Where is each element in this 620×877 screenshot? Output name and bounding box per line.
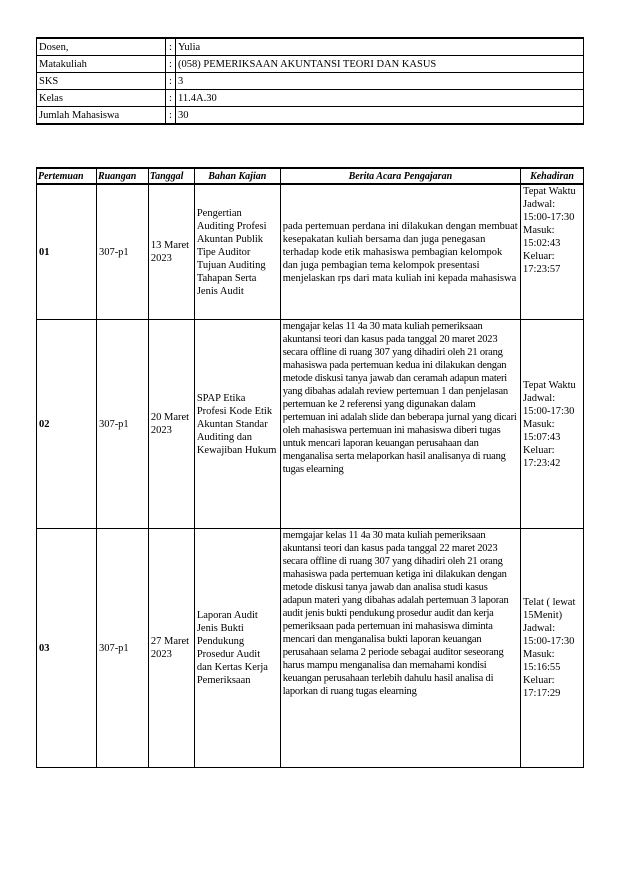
table-row xyxy=(37,184,584,320)
header-ruangan: Ruangan xyxy=(96,168,148,184)
info-label: Kelas xyxy=(37,90,166,107)
tanggal-cell: 27 Maret 2023 xyxy=(148,529,194,768)
header-berita-acara: Berita Acara Pengajaran xyxy=(280,168,520,184)
info-label: Dosen, xyxy=(37,38,166,56)
kehadiran-cell: Tepat Waktu Jadwal: 15:00-17:30 Masuk: 15:07:43 Keluar: 17:23:42 xyxy=(521,320,584,529)
info-label: Jumlah Mahasiswa xyxy=(37,107,166,125)
schedule-table xyxy=(36,167,584,768)
ruangan-cell: 307-p1 xyxy=(96,320,148,529)
table-row xyxy=(37,320,584,529)
info-separator: : xyxy=(166,90,176,107)
info-row-dosen xyxy=(37,38,584,56)
header-pertemuan: Pertemuan xyxy=(37,168,97,184)
header-bahan-kajian: Bahan Kajian xyxy=(194,168,280,184)
info-separator: : xyxy=(166,38,176,56)
berita-acara-cell: mengajar kelas 11 4a 30 mata kuliah pemeriksaan akuntansi teori dan kasus pada tanggal 20 maret 2023 secara offline di ruang 307 yang dihadiri oleh 21 orang mahasiswa pada pertemuan kedua ini dilakukan dengan metode diskusi tanya jawab dan ceramah adapun materi yang dibahas adalah review pertemuan 1 dan penjelasan pertemuan ke 2 referensi yang digunakan dalam pertemuan ini adalah slide dan beberapa jurnal yang dicari oleh mahasiswa pertemuan ini mahasiswa diberi tugas untuk mencari laporan keuangan perusahaan dan menganalisa serta melaporkan hasil analisanya di ruang tugas elearning xyxy=(280,320,520,529)
tanggal-cell: 13 Maret 2023 xyxy=(148,184,194,320)
bahan-kajian-cell: Pengertian Auditing Profesi Akuntan Publik Tipe Auditor Tujuan Auditing Tahapan Serta Jenis Audit xyxy=(194,184,280,320)
info-separator: : xyxy=(166,73,176,90)
info-label: SKS xyxy=(37,73,166,90)
info-separator: : xyxy=(166,107,176,125)
course-info-table xyxy=(36,37,584,125)
info-separator: : xyxy=(166,56,176,73)
info-row-kelas xyxy=(37,90,584,107)
info-row-jumlah-mahasiswa xyxy=(37,107,584,125)
schedule-header-row xyxy=(37,168,584,184)
info-row-sks xyxy=(37,73,584,90)
info-row-matakuliah xyxy=(37,56,584,73)
pertemuan-cell: 03 xyxy=(37,529,97,768)
info-label: Matakuliah xyxy=(37,56,166,73)
bahan-kajian-cell: Laporan Audit Jenis Bukti Pendukung Prosedur Audit dan Kertas Kerja Pemeriksaan xyxy=(194,529,280,768)
pertemuan-cell: 02 xyxy=(37,320,97,529)
info-value: 30 xyxy=(176,107,584,125)
berita-acara-cell: memgajar kelas 11 4a 30 mata kuliah pemeriksaan akuntansi teori dan kasus pada tanggal 22 maret 2023 secara offline di ruang 307 yang dihadiri oleh 21 orang mahasiswa pada pertemuan ketiga ini dilakukan dengan metode diskusi tanya jawab dan analisa studi kasus adapun materi yang dibahas adalah pertemuan 3 laporan audit jenis bukti pendukung prosedur audit dan kerja pemeriksaan pada pertemuan ini mahasiswa diminta mencari dan menganalisa bukti laporan keuangan perusahaan selama 2 periode sebagai auditor seseorang harus mampu menganalisa dan memahami kondisi keuangan perusahaan terlebih dahulu hasil analisa di laporkan di ruang tugas elearning xyxy=(280,529,520,768)
kehadiran-cell: Tepat Waktu Jadwal: 15:00-17:30 Masuk: 15:02:43 Keluar: 17:23:57 xyxy=(521,184,584,320)
table-row xyxy=(37,529,584,768)
info-value: 11.4A.30 xyxy=(176,90,584,107)
ruangan-cell: 307-p1 xyxy=(96,529,148,768)
info-value: (058) PEMERIKSAAN AKUNTANSI TEORI DAN KASUS xyxy=(176,56,584,73)
tanggal-cell: 20 Maret 2023 xyxy=(148,320,194,529)
ruangan-cell: 307-p1 xyxy=(96,184,148,320)
berita-acara-cell: pada pertemuan perdana ini dilakukan dengan membuat kesepakatan kuliah bersama dan juga penegasan terhadap kode etik mahasiswa pembagian kelompok dan juga pembagian tema kelompok presentasi menjelaskan rps dari mata kuliah ini kepada mahasiswa xyxy=(280,184,520,320)
bahan-kajian-cell: SPAP Etika Profesi Kode Etik Akuntan Standar Auditing dan Kewajiban Hukum xyxy=(194,320,280,529)
pertemuan-cell: 01 xyxy=(37,184,97,320)
info-value: Yulia xyxy=(176,38,584,56)
header-kehadiran: Kehadiran xyxy=(521,168,584,184)
header-tanggal: Tanggal xyxy=(148,168,194,184)
kehadiran-cell: Telat ( lewat 15Menit) Jadwal: 15:00-17:30 Masuk: 15:16:55 Keluar: 17:17:29 xyxy=(521,529,584,768)
info-value: 3 xyxy=(176,73,584,90)
